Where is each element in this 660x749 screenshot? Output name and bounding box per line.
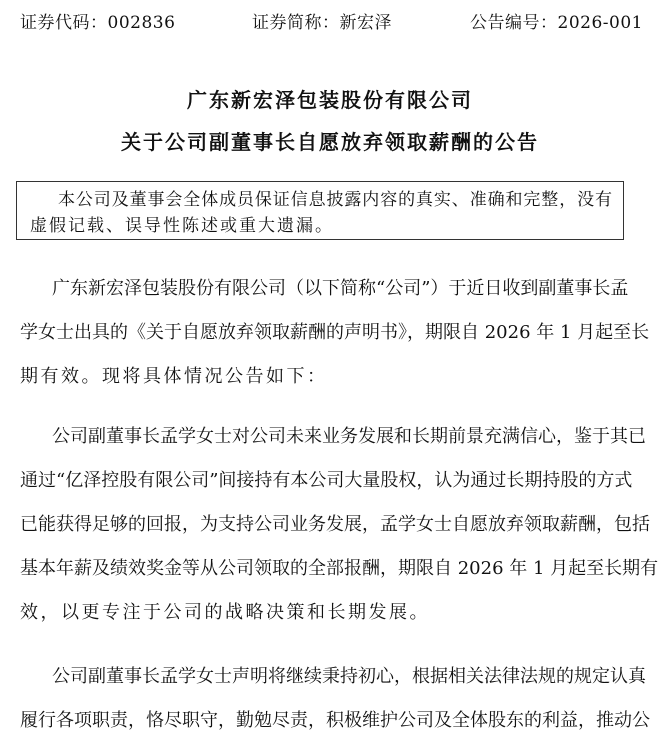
company-name: 广东新宏泽包装股份有限公司 [187, 88, 473, 112]
paragraph-line: 公司副董事长孟学女士对公司未来业务发展和长期前景充满信心，鉴于其已 [52, 426, 646, 447]
announcement-number: 公告编号：2026-001 [470, 13, 643, 33]
paragraph-line: 已能获得足够的回报，为支持公司业务发展，孟学女士自愿放弃领取薪酬，包括 [20, 514, 650, 535]
paragraph-line: 期有效。现将具体情况公告如下： [20, 366, 328, 387]
security-abbreviation: 证券简称：新宏泽 [252, 13, 392, 33]
paragraph-line: 通过“亿泽控股有限公司”间接持有本公司大量股权，认为通过长期持股的方式 [20, 470, 633, 491]
paragraph-line: 履行各项职责，恪尽职守，勤勉尽责，积极维护公司及全体股东的利益，推动公 [20, 710, 650, 731]
paragraph-line: 广东新宏泽包装股份有限公司（以下简称“公司”）于近日收到副董事长孟 [52, 278, 629, 299]
security-code: 证券代码：002836 [20, 13, 176, 33]
paragraph-line: 学女士出具的《关于自愿放弃领取薪酬的声明书》，期限自 2026 年 1 月起至长 [20, 322, 650, 343]
paragraph-line: 公司副董事长孟学女士声明将继续秉持初心，根据相关法律法规的规定认真 [52, 666, 646, 687]
disclaimer-line: 本公司及董事会全体成员保证信息披露内容的真实、准确和完整，没有 [58, 190, 612, 210]
paragraph-line: 效，以更专注于公司的战略决策和长期发展。 [20, 602, 430, 623]
announcement-title: 关于公司副董事长自愿放弃领取薪酬的公告 [121, 130, 539, 154]
paragraph-line: 基本年薪及绩效奖金等从公司领取的全部报酬，期限自 2026 年 1 月起至长期有 [20, 558, 659, 579]
disclaimer-line: 虚假记载、误导性陈述或重大遗漏。 [30, 216, 334, 236]
